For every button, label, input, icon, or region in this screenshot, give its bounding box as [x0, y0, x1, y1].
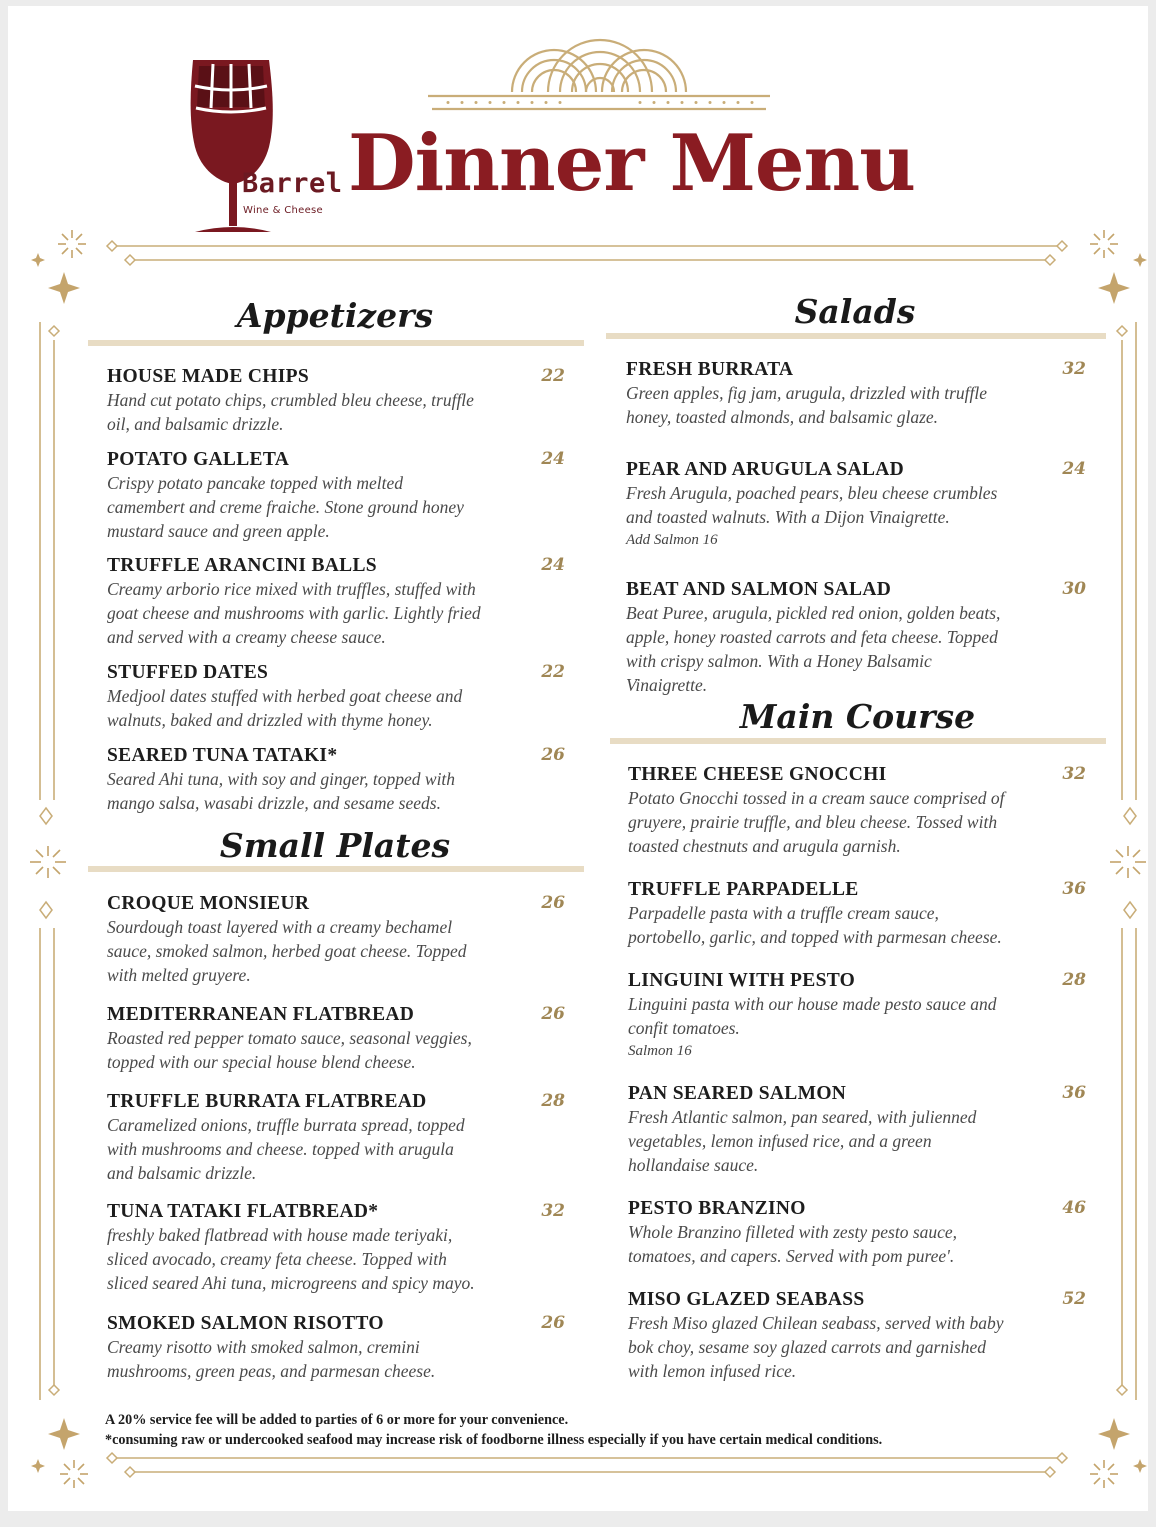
item-name: MEDITERRANEAN FLATBREAD: [107, 1004, 415, 1025]
menu-item: [628, 764, 1086, 858]
appetizers-rule: [88, 340, 584, 346]
item-name: CROQUE MONSIEUR: [107, 893, 310, 914]
menu-item: [628, 1198, 1086, 1268]
menu-item: [626, 459, 1086, 551]
item-name: TRUFFLE BURRATA FLATBREAD: [107, 1091, 427, 1112]
item-name: SEARED TUNA TATAKI*: [107, 745, 338, 766]
brand-name: Barrel: [242, 168, 343, 199]
item-description: Fresh Miso glazed Chilean seabass, served with baby bok choy, sesame soy glazed carrots and garnished with lemon infused rice.: [628, 1313, 1004, 1381]
menu-item: [107, 1091, 565, 1185]
item-price: 26: [541, 893, 565, 913]
item-description: freshly baked flatbread with house made teriyaki, sliced avocado, creamy feta cheese. Topped with sliced seared Ahi tuna, microgreens and spicy mayo.: [107, 1225, 475, 1293]
item-price: 30: [1062, 579, 1086, 599]
item-price: 36: [1062, 1083, 1086, 1103]
item-name: FRESH BURRATA: [626, 359, 794, 380]
menu-item: [107, 366, 565, 436]
item-description: Creamy risotto with smoked salmon, cremini mushrooms, green peas, and parmesan cheese.: [107, 1337, 436, 1381]
item-price: 52: [1062, 1289, 1086, 1309]
footer-notes: [105, 1410, 882, 1450]
item-description: Crispy potato pancake topped with melted camembert and creme fraiche. Stone ground honey mustard sauce and green apple.: [107, 473, 464, 541]
item-description: Potato Gnocchi tossed in a cream sauce comprised of gruyere, prairie truffle, and bleu cheese. Tossed with toasted chestnuts and arugula garnish.: [628, 788, 1005, 856]
item-description: Caramelized onions, truffle burrata spread, topped with mushrooms and cheese. topped with arugula and balsamic drizzle.: [107, 1115, 465, 1183]
item-name: THREE CHEESE GNOCCHI: [628, 764, 887, 785]
menu-item: [628, 1083, 1086, 1177]
page-title: Dinner Menu: [348, 118, 915, 209]
item-price: 24: [541, 449, 565, 469]
item-description: Hand cut potato chips, crumbled bleu cheese, truffle oil, and balsamic drizzle.: [107, 390, 474, 434]
item-price: 22: [541, 662, 565, 682]
item-addon: Add Salmon 16: [626, 532, 718, 548]
item-price: 26: [541, 745, 565, 765]
item-description: Whole Branzino filleted with zesty pesto sauce, tomatoes, and capers. Served with pom puree'.: [628, 1222, 958, 1266]
item-description: Sourdough toast layered with a creamy bechamel sauce, smoked salmon, herbed goat cheese. Topped with melted gruyere.: [107, 917, 467, 985]
menu-item: [107, 1201, 565, 1295]
seafood-warning-note: *consuming raw or undercooked seafood may increase risk of foodborne illness especially if you have certain medical conditions.: [105, 1432, 883, 1448]
item-description: Green apples, fig jam, arugula, drizzled with truffle honey, toasted almonds, and balsamic glaze.: [626, 383, 988, 427]
menu-item: [626, 579, 1086, 697]
main-course-rule: [610, 738, 1106, 744]
menu-item: [626, 359, 1086, 429]
item-price: 26: [541, 1004, 565, 1024]
main-course-heading: Main Course: [739, 697, 976, 736]
item-description: Medjool dates stuffed with herbed goat cheese and walnuts, baked and drizzled with thyme honey.: [107, 686, 463, 730]
item-description: Seared Ahi tuna, with soy and ginger, topped with mango salsa, wasabi drizzle, and sesame seeds.: [107, 769, 456, 813]
menu-item: [107, 662, 565, 732]
item-name: LINGUINI WITH PESTO: [628, 970, 856, 991]
item-description: Parpadelle pasta with a truffle cream sauce, portobello, garlic, and topped with parmesan cheese.: [628, 903, 1002, 947]
item-name: MISO GLAZED SEABASS: [628, 1289, 865, 1310]
item-description: Fresh Atlantic salmon, pan seared, with julienned vegetables, lemon infused rice, and a green hollandaise sauce.: [628, 1107, 977, 1175]
item-name: SMOKED SALMON RISOTTO: [107, 1313, 384, 1334]
item-price: 32: [1062, 359, 1086, 379]
item-price: 24: [1062, 459, 1086, 479]
menu-item: [628, 879, 1086, 949]
item-description: Roasted red pepper tomato sauce, seasonal veggies, topped with our special house blend cheese.: [107, 1028, 472, 1072]
menu-item: [628, 970, 1086, 1062]
item-price: 26: [541, 1313, 565, 1333]
item-price: 36: [1062, 879, 1086, 899]
item-name: PEAR AND ARUGULA SALAD: [626, 459, 905, 480]
item-name: TRUFFLE PARPADELLE: [628, 879, 859, 900]
menu-item: [107, 745, 565, 815]
brand-tagline: Wine & Cheese: [243, 205, 323, 216]
item-addon: Salmon 16: [628, 1043, 692, 1059]
item-name: HOUSE MADE CHIPS: [107, 366, 309, 387]
item-description: Creamy arborio rice mixed with truffles, stuffed with goat cheese and mushrooms with garlic. Lightly fried and served with a creamy cheese sauce.: [107, 579, 481, 647]
item-name: PAN SEARED SALMON: [628, 1083, 847, 1104]
small-plates-rule: [88, 866, 584, 872]
item-name: TRUFFLE ARANCINI BALLS: [107, 555, 377, 576]
menu-item: [107, 893, 565, 987]
item-price: 46: [1062, 1198, 1086, 1218]
menu-item: [107, 449, 565, 543]
appetizers-heading: Appetizers: [236, 296, 434, 335]
salads-rule: [606, 333, 1106, 339]
item-description: Beat Puree, arugula, pickled red onion, golden beats, apple, honey roasted carrots and feta cheese. Topped with crispy salmon. With a Honey Balsamic Vinaigrette.: [626, 603, 1001, 695]
item-price: 28: [1062, 970, 1086, 990]
menu-item: [628, 1289, 1086, 1383]
item-description: Linguini pasta with our house made pesto sauce and confit tomatoes.: [628, 994, 997, 1038]
item-price: 28: [541, 1091, 565, 1111]
item-price: 22: [541, 366, 565, 386]
item-price: 32: [1062, 764, 1086, 784]
item-price: 24: [541, 555, 565, 575]
item-description: Fresh Arugula, poached pears, bleu cheese crumbles and toasted walnuts. With a Dijon Vinaigrette.: [626, 483, 998, 527]
small-plates-heading: Small Plates: [219, 826, 451, 865]
menu-item: [107, 555, 565, 649]
menu-item: [107, 1313, 565, 1383]
item-name: TUNA TATAKI FLATBREAD*: [107, 1201, 379, 1222]
item-name: POTATO GALLETA: [107, 449, 290, 470]
item-name: BEAT AND SALMON SALAD: [626, 579, 892, 600]
item-name: PESTO BRANZINO: [628, 1198, 806, 1219]
item-price: 32: [541, 1201, 565, 1221]
menu-item: [107, 1004, 565, 1074]
service-fee-note: A 20% service fee will be added to parties of 6 or more for your convenience.: [105, 1412, 569, 1428]
item-name: STUFFED DATES: [107, 662, 269, 683]
salads-heading: Salads: [794, 292, 916, 331]
